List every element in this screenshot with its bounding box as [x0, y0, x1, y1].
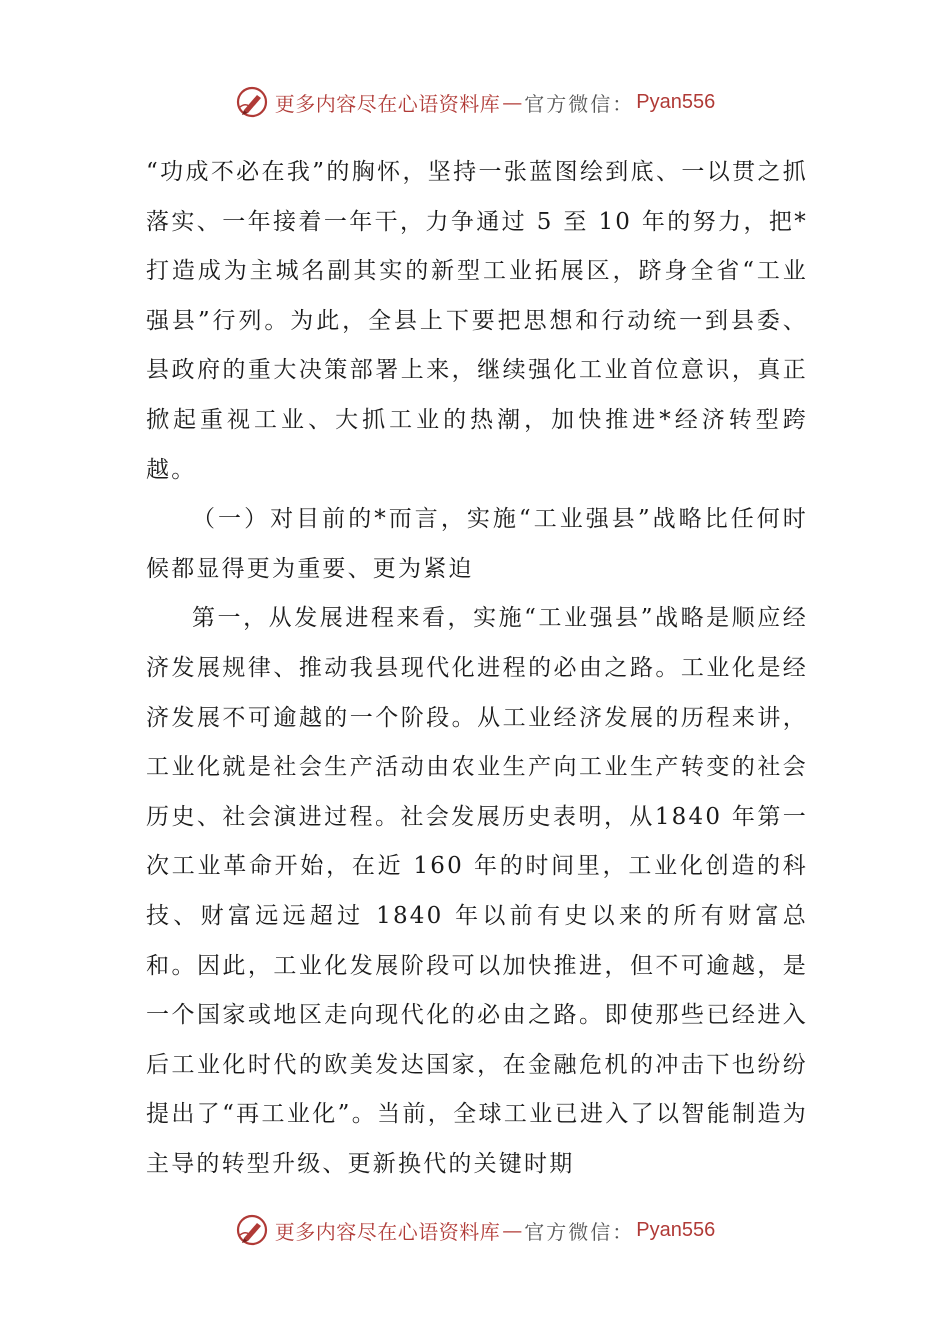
paragraph-1: “功成不必在我”的胸怀，坚持一张蓝图绘到底、一以贯之抓落实、一年接着一年干，力争通过 5 至 10 年的努力，把*打造成为主城名副其实的新型工业拓展区，跻身全省“工业强县”行列。为此，全县上下要把思想和行动统一到县委、县政府的重大决策部署上来，继续强化工业首位意识，真正掀起重视工业、大抓工业的热潮，加快推进*经济转型跨越。 — [146, 159, 808, 483]
paragraph-2: 第一，从发展进程来看，实施“工业强县”战略是顺应经济发展规律、推动我县现代化进程的必由之路。工业化是经济发展不可逾越的一个阶段。从工业经济发展的历程来讲，工业化就是社会生产活动由农业生产向工业生产转变的社会历史、社会演进过程。社会发展历史表明，从1840 年第一次工业革命开始，在近 160 年的时间里，工业化创造的科技、财富远远超过 1840 年以前有史以来的所有财富总和。因此，工业化发展阶段可以加快推进，但不可逾越，是一个国家或地区走向现代化的必由之路。即使那些已经进入后工业化时代的欧美发达国家，在金融危机的冲击下也纷纷提出了“再工业化”。当前，全球工业已进入了以智能制造为主导的转型升级、更新换代的关键时期 — [146, 605, 808, 1177]
header-watermark-banner — [0, 82, 950, 122]
footer-watermark-banner — [0, 1210, 950, 1250]
pen-logo-icon — [235, 1213, 269, 1247]
banner-site-name: 更多内容尽在心语资料库 — [274, 1219, 501, 1244]
banner-site-name: 更多内容尽在心语资料库 — [274, 91, 501, 116]
section-heading: （一）对目前的*而言，实施“工业强县”战略比任何时候都显得更为重要、更为紧迫 — [146, 506, 808, 582]
banner-wechat-label: 官方微信： — [524, 1219, 635, 1244]
pen-logo-icon — [235, 85, 269, 119]
banner-wechat-id: Pyan556 — [636, 1218, 716, 1241]
banner-dash: — — [502, 90, 523, 114]
banner-wechat-label: 官方微信： — [524, 91, 635, 116]
document-body — [146, 148, 808, 1189]
banner-wechat-id: Pyan556 — [636, 90, 716, 113]
banner-dash: — — [502, 1218, 523, 1242]
